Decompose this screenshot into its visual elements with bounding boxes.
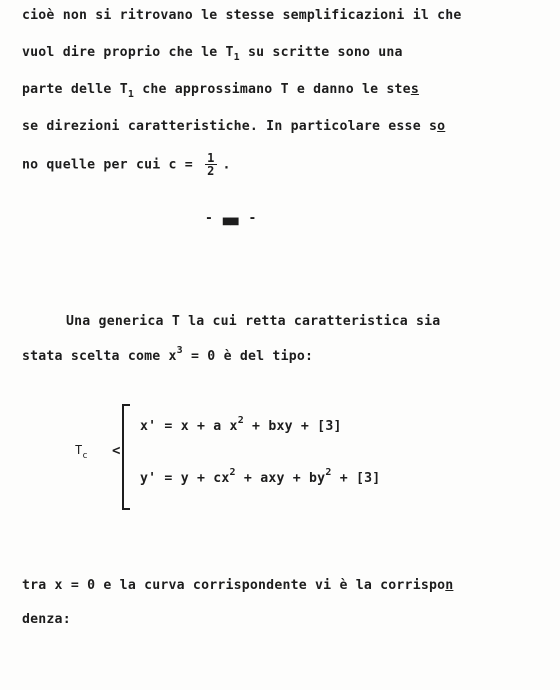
text-line: vuol dire proprio che le $T_1$ su scritte sono una [22, 45, 403, 63]
text-line: tra x = 0 e la curva corrispondente vi è la corrispon [22, 578, 454, 593]
fraction: $\frac{1}{2}$ [207, 151, 215, 178]
text-line: Una generica T la cui retta caratteristica sia [66, 314, 441, 329]
equation-y: $y' = y + cx^2$ + axy + $by^2 + [3]$ [140, 467, 381, 486]
arrow-icon: < [112, 443, 121, 459]
brace [122, 404, 130, 510]
text-line: denza: [22, 612, 71, 627]
text-line: parte delle $T_1$ che approssimano T e danno le stes [22, 82, 419, 100]
transformation-label: $T_c$ [75, 443, 88, 461]
text-line: se direzioni caratteristiche. In particolare esse so [22, 119, 446, 134]
section-separator: - ▄▄ - [205, 211, 257, 226]
text-line: cioè non si ritrovano le stesse semplificazioni il che [22, 8, 462, 23]
equation-x: x' = x + a $x^2$ + bxy + [3] [140, 415, 342, 434]
text-line: no quelle per cui c = $\frac{1}{2}$ . [22, 151, 231, 178]
text-line: stata scelta come $x^3 = 0$ è del tipo: [22, 345, 314, 364]
